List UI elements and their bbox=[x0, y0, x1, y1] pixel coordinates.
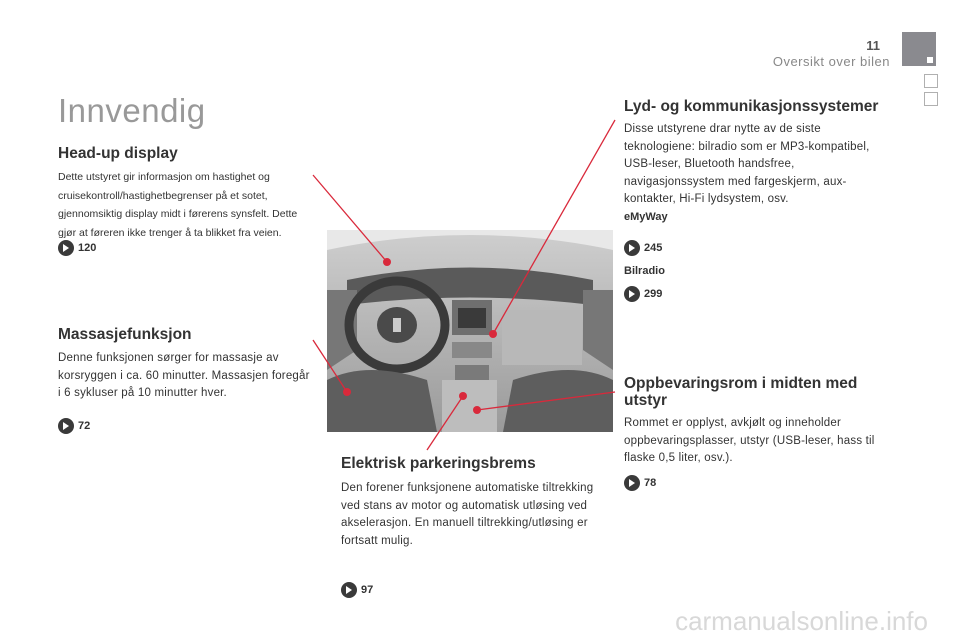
bilradio-ref[interactable] bbox=[624, 286, 662, 302]
hud-title: Head-up display bbox=[58, 145, 178, 162]
storage-title: Oppbevaringsrom i midten med utstyr bbox=[624, 375, 858, 409]
page-ref-icon bbox=[341, 582, 357, 598]
emyway-ref-number: 245 bbox=[644, 242, 663, 254]
brake-ref[interactable] bbox=[341, 582, 373, 598]
brake-section bbox=[341, 455, 606, 550]
massage-ref-number: 72 bbox=[78, 420, 91, 432]
brake-ref-number: 97 bbox=[361, 584, 374, 596]
main-title: Innvendig bbox=[58, 92, 206, 129]
bilradio-label: Bilradio bbox=[624, 265, 665, 277]
page-number: 11 bbox=[866, 38, 880, 53]
storage-ref[interactable] bbox=[624, 475, 656, 491]
page-ref-icon bbox=[624, 286, 640, 302]
page-ref-icon bbox=[624, 475, 640, 491]
page-ref-icon bbox=[624, 240, 640, 256]
brake-title: Elektrisk parkeringsbrems bbox=[341, 455, 536, 472]
emyway-ref[interactable] bbox=[624, 240, 662, 256]
emyway-label: eMyWay bbox=[624, 210, 668, 223]
section-title: Oversikt over bilen bbox=[772, 54, 890, 69]
hud-text: Dette utstyret gir informasjon om hastighet og cruisekontroll/hastighetbegrenser på et sotet, gjennomsiktig display midt i førerens synsfelt. Dette gjør at føreren ikke trenger å ta blikket fra veien. bbox=[58, 171, 298, 239]
massage-text: Denne funksjonen sørger for massasje av korsryggen i ca. 60 minutter. Massasjen foregår i 6 sykluser på 10 minutter hver. bbox=[58, 352, 310, 399]
storage-section bbox=[624, 375, 884, 468]
watermark-text: carmanualsonline.info bbox=[675, 606, 928, 636]
hud-ref-number: 120 bbox=[78, 242, 97, 254]
bilradio-ref-number: 299 bbox=[644, 288, 663, 300]
audio-section bbox=[624, 98, 884, 223]
storage-ref-number: 78 bbox=[644, 477, 657, 489]
watermark bbox=[0, 606, 960, 637]
brake-text: Den forener funksjonene automatiske tiltrekking ved stans av motor og automatisk utløsing ved akselerasjon. En manuell tiltrekking/utløsing er fortsatt mulig. bbox=[341, 482, 594, 547]
audio-text: Disse utstyrene drar nytte av de siste teknologiene: bilradio som er MP3-kompatibel, USB-leser, Bluetooth handsfree, navigasjonssystem med fargeskjerm, aux-kontakter, Hi-Fi lydsystem, osv. bbox=[624, 123, 870, 205]
audio-title: Lyd- og kommunikasjonssystemer bbox=[624, 98, 879, 115]
storage-text: Rommet er opplyst, avkjølt og inneholder oppbevaringsplasser, utstyr (USB-leser, hass til flaske 0,5 liter, osv.). bbox=[624, 417, 875, 464]
massage-title: Massasjefunksjon bbox=[58, 326, 192, 343]
